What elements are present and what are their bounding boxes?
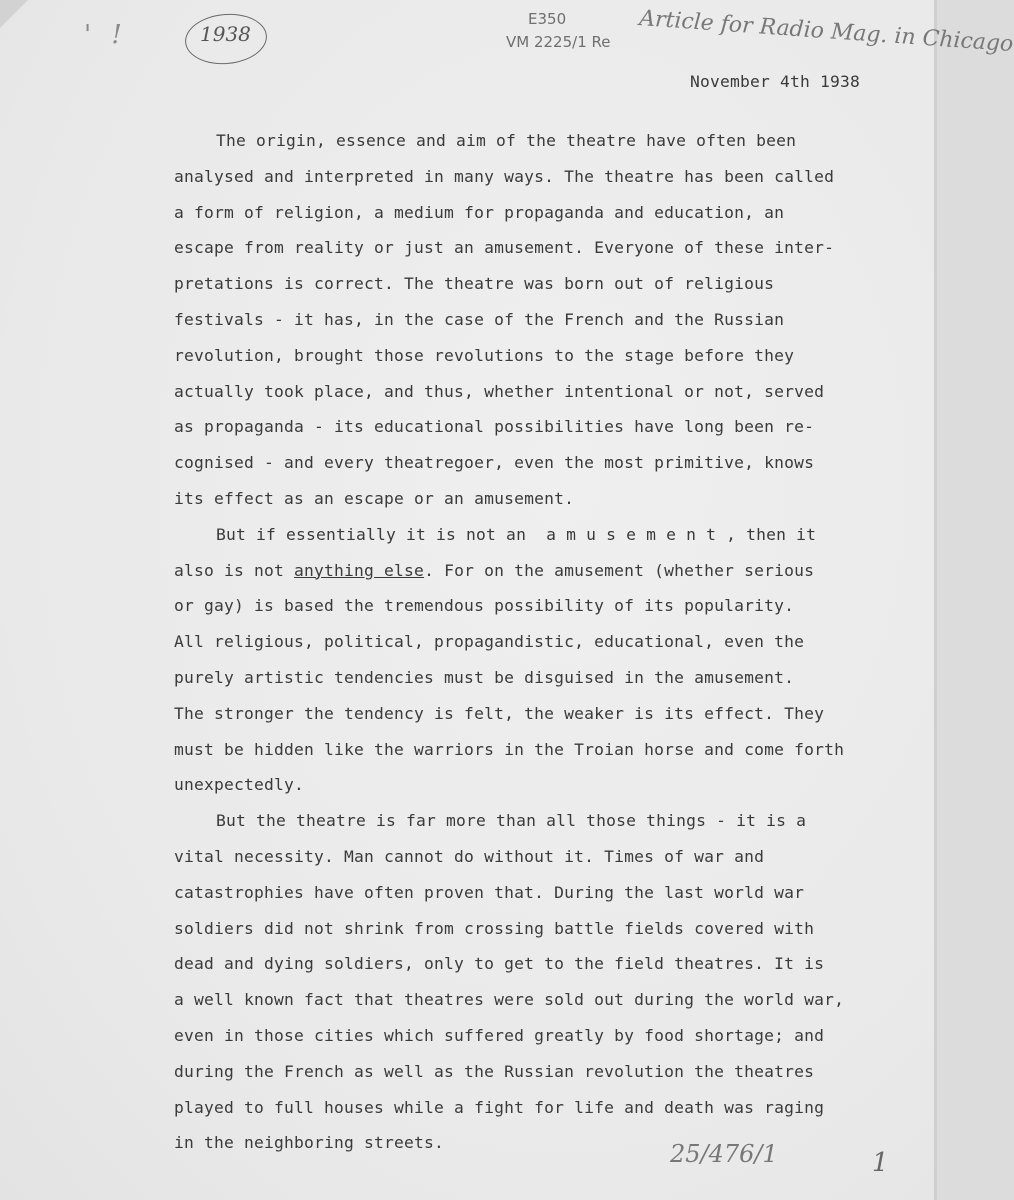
text-line: a well known fact that theatres were sold out during the world war, bbox=[174, 990, 845, 1010]
text-line: catastrophies have often proven that. During the last world war bbox=[174, 882, 805, 902]
text-line: The origin, essence and aim of the theatre have often been bbox=[216, 131, 797, 150]
page-corner bbox=[0, 0, 28, 28]
handwritten-article-note: Article for Radio Mag. in Chicago bbox=[638, 6, 1014, 58]
text-line: its effect as an escape or an amusement. bbox=[174, 488, 575, 508]
reference-code: VM 2225/1 Re bbox=[506, 33, 611, 51]
text-line: But if essentially it is not an a m u s e m e n t , then it bbox=[216, 524, 817, 544]
text-line: dead and dying soldiers, only to get to the field theatres. It is bbox=[174, 954, 825, 974]
catalog-code: E350 bbox=[528, 10, 567, 28]
text-line: But the theatre is far more than all those things - it is a bbox=[216, 811, 807, 831]
underlined-phrase: anything else bbox=[294, 560, 425, 580]
text-line: must be hidden like the warriors in the Troian horse and come forth bbox=[174, 739, 845, 759]
text-line: soldiers did not shrink from crossing battle fields covered with bbox=[174, 918, 815, 938]
page-edge bbox=[934, 0, 937, 1200]
text-line: during the French as well as the Russian revolution the theatres bbox=[174, 1061, 815, 1081]
handwritten-marks: ' ! bbox=[84, 20, 128, 50]
text-line: or gay) is based the tremendous possibility of its popularity. bbox=[174, 596, 795, 616]
text-line: escape from reality or just an amusement. Everyone of these inter- bbox=[174, 238, 835, 258]
text-line: a form of religion, a medium for propaganda and education, an bbox=[174, 202, 785, 222]
text-line: even in those cities which suffered greatly by food shortage; and bbox=[174, 1025, 825, 1045]
text-line: revolution, brought those revolutions to the stage before they bbox=[174, 345, 795, 365]
handwritten-year: 1938 bbox=[200, 22, 251, 46]
text-line: pretations is correct. The theatre was born out of religious bbox=[174, 274, 775, 294]
document-body bbox=[174, 123, 894, 1161]
text-line: purely artistic tendencies must be disguised in the amusement. bbox=[174, 667, 795, 687]
document-date: November 4th 1938 bbox=[690, 72, 861, 91]
text-fragment: . For on the amusement (whether serious bbox=[424, 560, 815, 580]
text-line: actually took place, and thus, whether intentional or not, served bbox=[174, 381, 825, 401]
text-line: played to full houses while a fight for life and death was raging bbox=[174, 1097, 825, 1117]
text-line bbox=[174, 553, 894, 589]
text-line: vital necessity. Man cannot do without it. Times of war and bbox=[174, 846, 765, 866]
page-number: 1 bbox=[872, 1148, 889, 1178]
text-line: unexpectedly. bbox=[174, 775, 305, 795]
text-line: The stronger the tendency is felt, the weaker is its effect. They bbox=[174, 703, 825, 723]
text-line: as propaganda - its educational possibilities have long been re- bbox=[174, 417, 815, 437]
text-fragment: also is not bbox=[174, 560, 295, 580]
archive-number: 25/476/1 bbox=[670, 1140, 778, 1168]
text-line: cognised - and every theatregoer, even the most primitive, knows bbox=[174, 453, 815, 473]
text-line: festivals - it has, in the case of the French and the Russian bbox=[174, 309, 785, 329]
text-line: All religious, political, propagandistic, educational, even the bbox=[174, 632, 805, 652]
text-line: analysed and interpreted in many ways. The theatre has been called bbox=[174, 166, 835, 186]
text-line: in the neighboring streets. bbox=[174, 1133, 445, 1153]
